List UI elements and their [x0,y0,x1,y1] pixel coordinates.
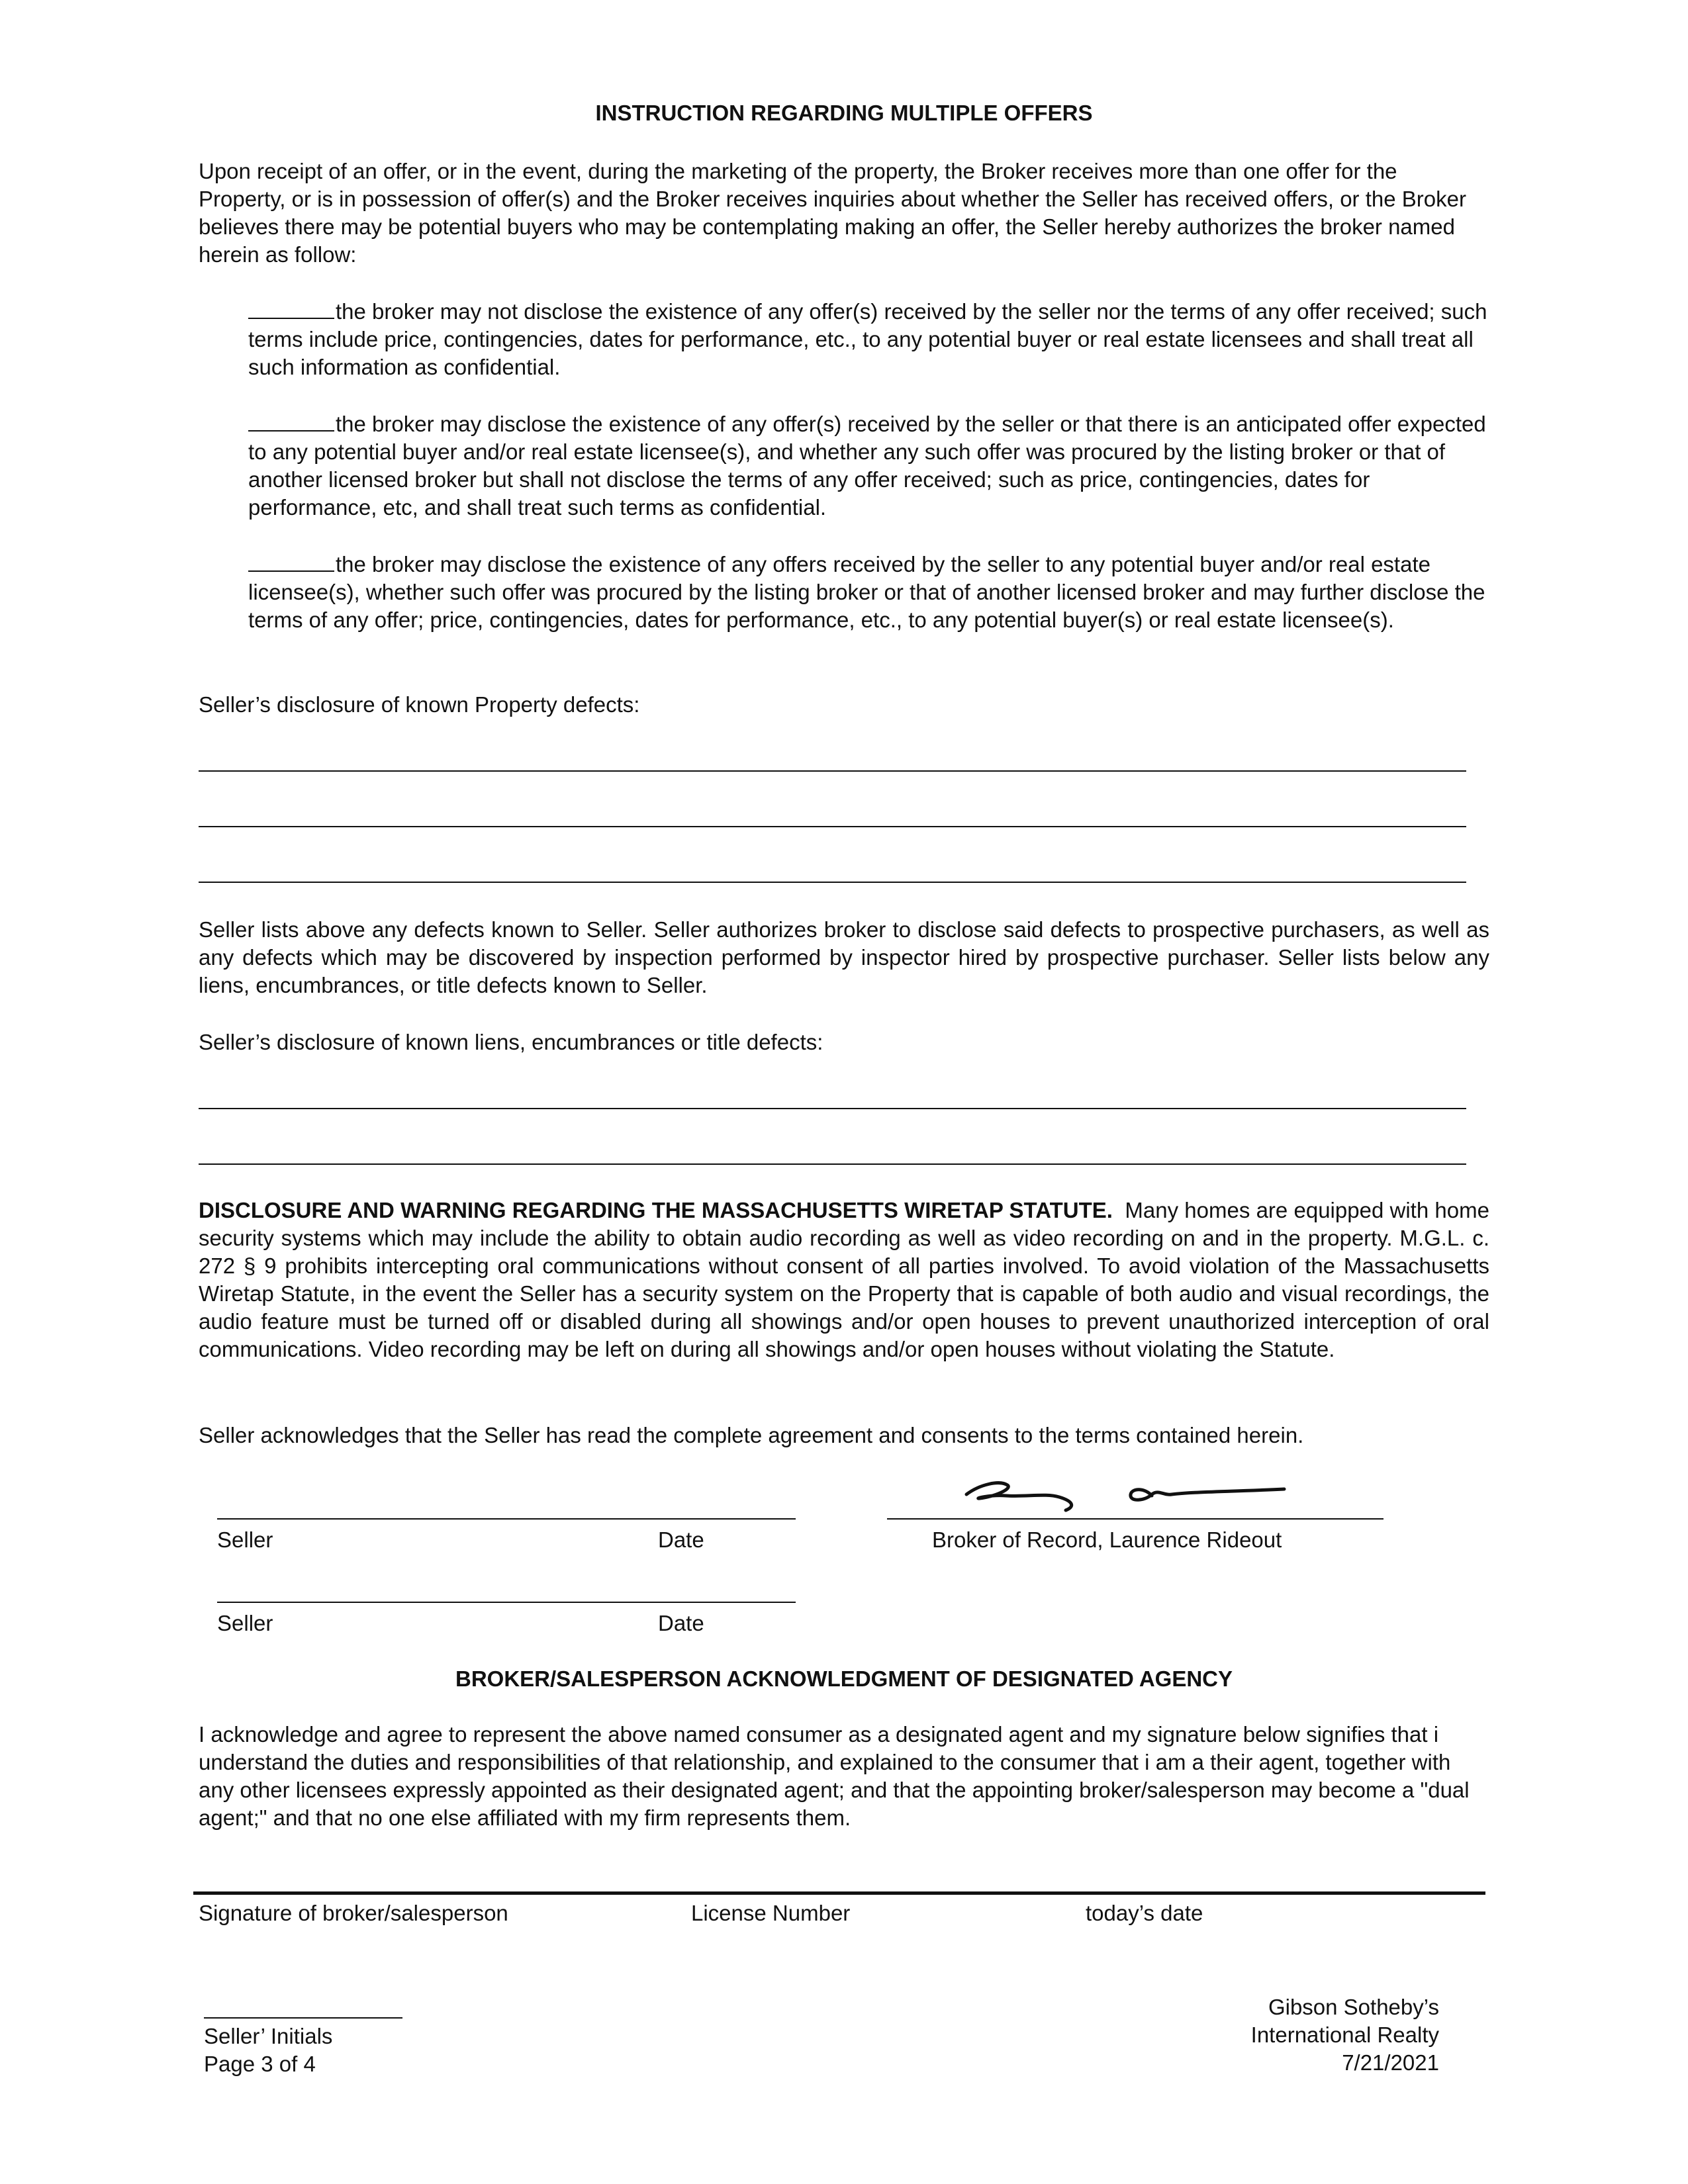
liens-line-1[interactable] [199,1108,1466,1109]
seller-signature-line-2[interactable] [217,1602,796,1603]
broker-salesperson-signature-label: Signature of broker/salesperson [199,1901,508,1925]
offer-option-3 [248,551,1489,634]
form-date: 7/21/2021 [1342,2050,1439,2075]
seller-signature-line-1[interactable] [217,1518,796,1520]
todays-date-label: today’s date [1086,1901,1203,1925]
wiretap-body: Many homes are equipped with home security systems which may include the ability to obtain audio recording as well as video recording on and in the property. M.G.L. c. 272 § 9 prohibits intercepting oral communications without consent of all parties involved. To avoid violation of the Massachusetts Wiretap Statute, in the event the Seller has a security system on the Property that is capable of both audio and visual recordings, the audio feature must be turned off or disabled during all showings and/or open houses to prevent unauthorized interception of oral communications. Video recording may be left on during all showings and/or open houses without violating the Statute. [199,1198,1489,1361]
offer-option-1 [248,298,1489,381]
defects-note: Seller lists above any defects known to Seller. Seller authorizes broker to disclose said defects to prospective purchasers, as well as any defects which may be discovered by inspection performed by inspector hired by prospective purchaser. Seller lists below any liens, encumbrances, or title defects known to Seller. [199,917,1489,997]
defects-label: Seller’s disclosure of known Property defects: [199,692,640,717]
broker-salesperson-signature-line[interactable] [193,1891,1485,1895]
offer-option-2 [248,410,1489,522]
page-number: Page 3 of 4 [204,2052,316,2076]
license-number-label: License Number [691,1901,851,1925]
option-2-initial-blank[interactable] [248,410,334,432]
option-1-initial-blank[interactable] [248,298,334,319]
seller-initials-line[interactable] [204,2017,402,2019]
broker-signature-image [953,1468,1297,1514]
company-name-line-1: Gibson Sotheby’s [1268,1995,1439,2019]
broker-of-record-label: Broker of Record, Laurence Rideout [932,1527,1282,1552]
seller-label-1: Seller [217,1527,273,1552]
liens-line-2[interactable] [199,1163,1466,1165]
designated-agency-body: I acknowledge and agree to represent the above named consumer as a designated agent and my signature below signifies that i understand the duties and responsibilities of that relationship, and explained to the consumer that i am a their agent, together with any other licensees expressly appointed as their designated agent; and that the appointing broker/salesperson may become a "dual agent;" and that no one else affiliated with my firm represents them. [199,1722,1470,1830]
company-name-line-2: International Realty [1250,2023,1439,2047]
defects-line-1[interactable] [199,770,1466,772]
designated-agency-title: BROKER/SALESPERSON ACKNOWLEDGMENT OF DESIGNATED AGENCY [455,1666,1233,1691]
option-2-text: the broker may disclose the existence of any offer(s) received by the seller or that there is an anticipated offer expected to any potential buyer and/or real estate licensee(s), and whether any such offer was procured by the listing broker or that of another licensed broker but shall not disclose the terms of any offer received; such as price, contingencies, dates for performance, etc, and shall treat such terms as confidential. [248,412,1486,520]
liens-label: Seller’s disclosure of known liens, encumbrances or title defects: [199,1030,823,1054]
option-3-text: the broker may disclose the existence of any offers received by the seller to any potential buyer and/or real estate licensee(s), whether such offer was procured by the listing broker or that of another licensed broker and may further disclose the terms of any offer; price, contingencies, dates for performance, etc., to any potential buyer(s) or real estate licensee(s). [248,552,1485,632]
defects-line-3[interactable] [199,882,1466,883]
footer-company-block [1042,1993,1439,2077]
option-3-initial-blank[interactable] [248,551,334,572]
seller-acknowledgment: Seller acknowledges that the Seller has read the complete agreement and consents to the terms contained herein. [199,1423,1304,1447]
seller-initials-label: Seller’ Initials [204,2024,333,2048]
date-label-2: Date [658,1611,704,1635]
seller-label-2: Seller [217,1611,273,1635]
broker-signature-line[interactable] [887,1518,1383,1520]
date-label-1: Date [658,1527,704,1552]
option-1-text: the broker may not disclose the existence of any offer(s) received by the seller nor the terms of any offer received; such terms include price, contingencies, dates for performance, etc., to any potential buyer or real estate licensees and shall treat all such information as confidential. [248,299,1487,379]
multiple-offers-title: INSTRUCTION REGARDING MULTIPLE OFFERS [595,101,1093,125]
wiretap-heading: DISCLOSURE AND WARNING REGARDING THE MASSACHUSETTS WIRETAP STATUTE. [199,1198,1113,1222]
wiretap-paragraph [199,1197,1489,1363]
multiple-offers-intro: Upon receipt of an offer, or in the event, during the marketing of the property, the Broker receives more than one offer for the Property, or is in possession of offer(s) and the Broker receives inquiries about whether the Seller has received offers, or the Broker believes there may be potential buyers who may be contemplating making an offer, the Seller hereby authorizes the broker named herein as follow: [199,159,1466,267]
defects-line-2[interactable] [199,826,1466,827]
